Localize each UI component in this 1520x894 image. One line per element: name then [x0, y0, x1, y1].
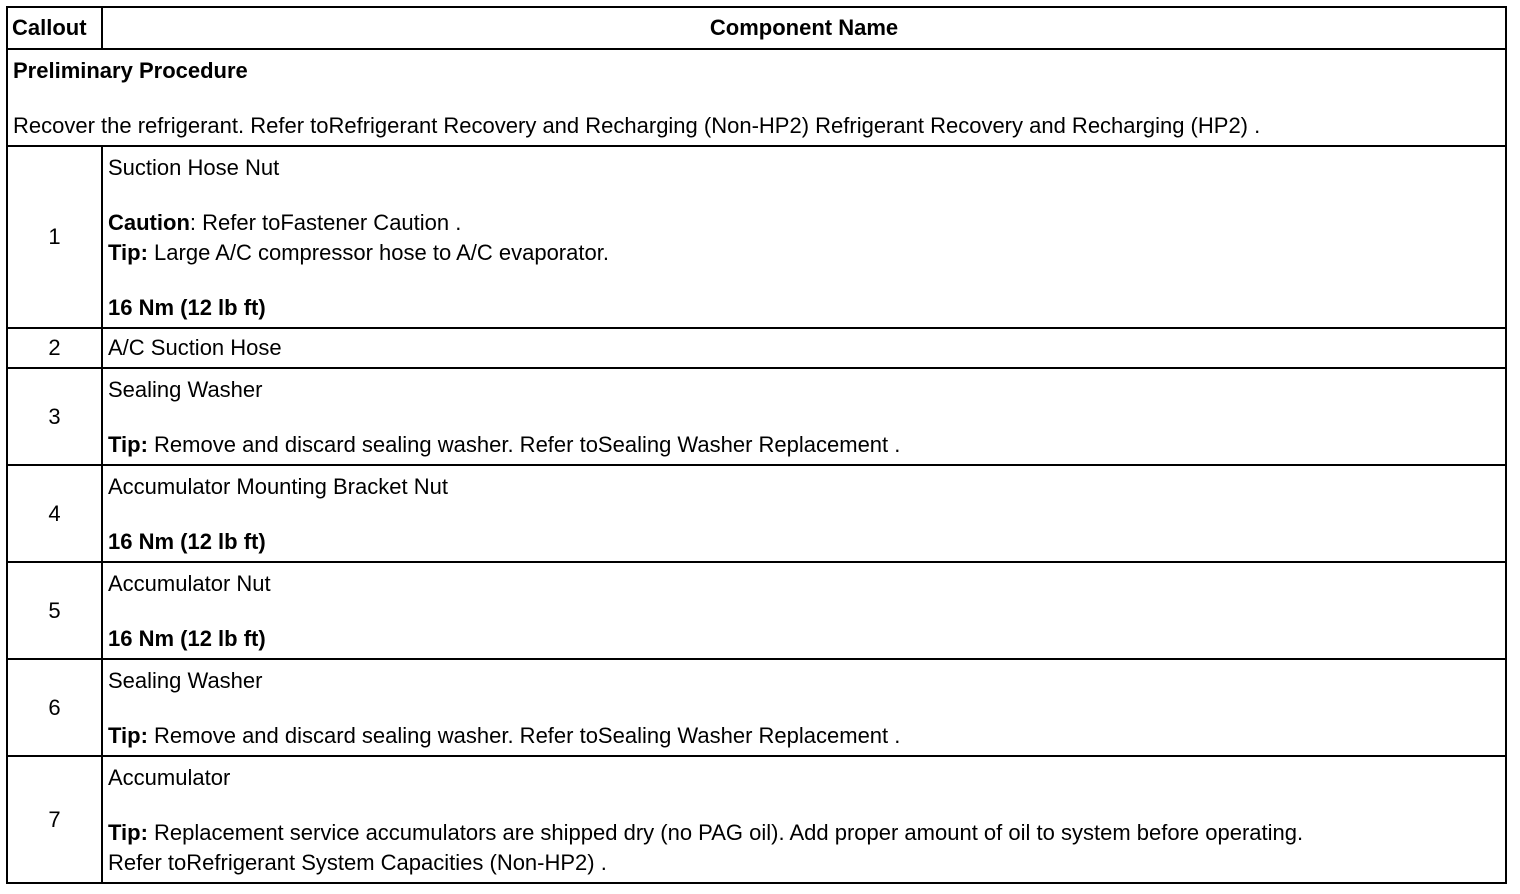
table-row [7, 659, 1506, 756]
component-name: Sealing Washer [108, 377, 263, 402]
tip-line [108, 721, 1500, 751]
component-cell [102, 328, 1506, 368]
table-row [7, 146, 1506, 328]
preliminary-row [7, 49, 1506, 146]
component-name: Accumulator Mounting Bracket Nut [108, 474, 448, 499]
components-table [6, 6, 1507, 884]
tip-text: Large A/C compressor hose to A/C evaporator. [147, 240, 609, 265]
table-row [7, 465, 1506, 562]
caution-label: Caution [108, 210, 190, 235]
preliminary-cell [7, 49, 1506, 146]
component-cell [102, 368, 1506, 465]
component-name-header: Component Name [102, 7, 1506, 49]
callout-number: 4 [7, 465, 102, 562]
tip-line [108, 238, 1500, 268]
callout-number: 1 [7, 146, 102, 328]
tip-text-continued: Refer toRefrigerant System Capacities (Non-HP2) . [108, 850, 607, 875]
callout-number: 3 [7, 368, 102, 465]
tip-label: Tip: [108, 723, 148, 748]
callout-number: 5 [7, 562, 102, 659]
callout-number: 2 [7, 328, 102, 368]
component-cell [102, 756, 1506, 883]
table-row [7, 562, 1506, 659]
component-name: A/C Suction Hose [108, 335, 282, 360]
component-name: Suction Hose Nut [108, 155, 280, 180]
component-cell [102, 146, 1506, 328]
tip-line [108, 818, 1500, 848]
torque-spec: 16 Nm (12 lb ft) [108, 626, 266, 651]
tip-text: Remove and discard sealing washer. Refer toSealing Washer Replacement . [147, 723, 901, 748]
callout-header: Callout [7, 7, 102, 49]
component-name: Accumulator Nut [108, 571, 271, 596]
header-row [7, 7, 1506, 49]
table-row [7, 368, 1506, 465]
tip-label: Tip: [108, 432, 148, 457]
tip-label: Tip: [108, 240, 148, 265]
component-cell [102, 465, 1506, 562]
component-cell [102, 659, 1506, 756]
torque-spec: 16 Nm (12 lb ft) [108, 529, 266, 554]
tip-text: Remove and discard sealing washer. Refer toSealing Washer Replacement . [147, 432, 901, 457]
tip-label: Tip: [108, 820, 148, 845]
callout-number: 7 [7, 756, 102, 883]
preliminary-text: Recover the refrigerant. Refer toRefrigerant Recovery and Recharging (Non-HP2) Refrigerant Recovery and Recharging (HP2) . [13, 113, 1261, 138]
tip-line [108, 430, 1500, 460]
preliminary-title: Preliminary Procedure [13, 58, 248, 83]
component-name: Sealing Washer [108, 668, 263, 693]
table-row [7, 756, 1506, 883]
callout-number: 6 [7, 659, 102, 756]
table-row [7, 328, 1506, 368]
caution-line [108, 208, 1500, 238]
caution-text: : Refer toFastener Caution . [189, 210, 462, 235]
torque-spec: 16 Nm (12 lb ft) [108, 295, 266, 320]
component-name: Accumulator [108, 765, 231, 790]
tip-text: Replacement service accumulators are shipped dry (no PAG oil). Add proper amount of oil to system before operating. [147, 820, 1304, 845]
component-cell [102, 562, 1506, 659]
